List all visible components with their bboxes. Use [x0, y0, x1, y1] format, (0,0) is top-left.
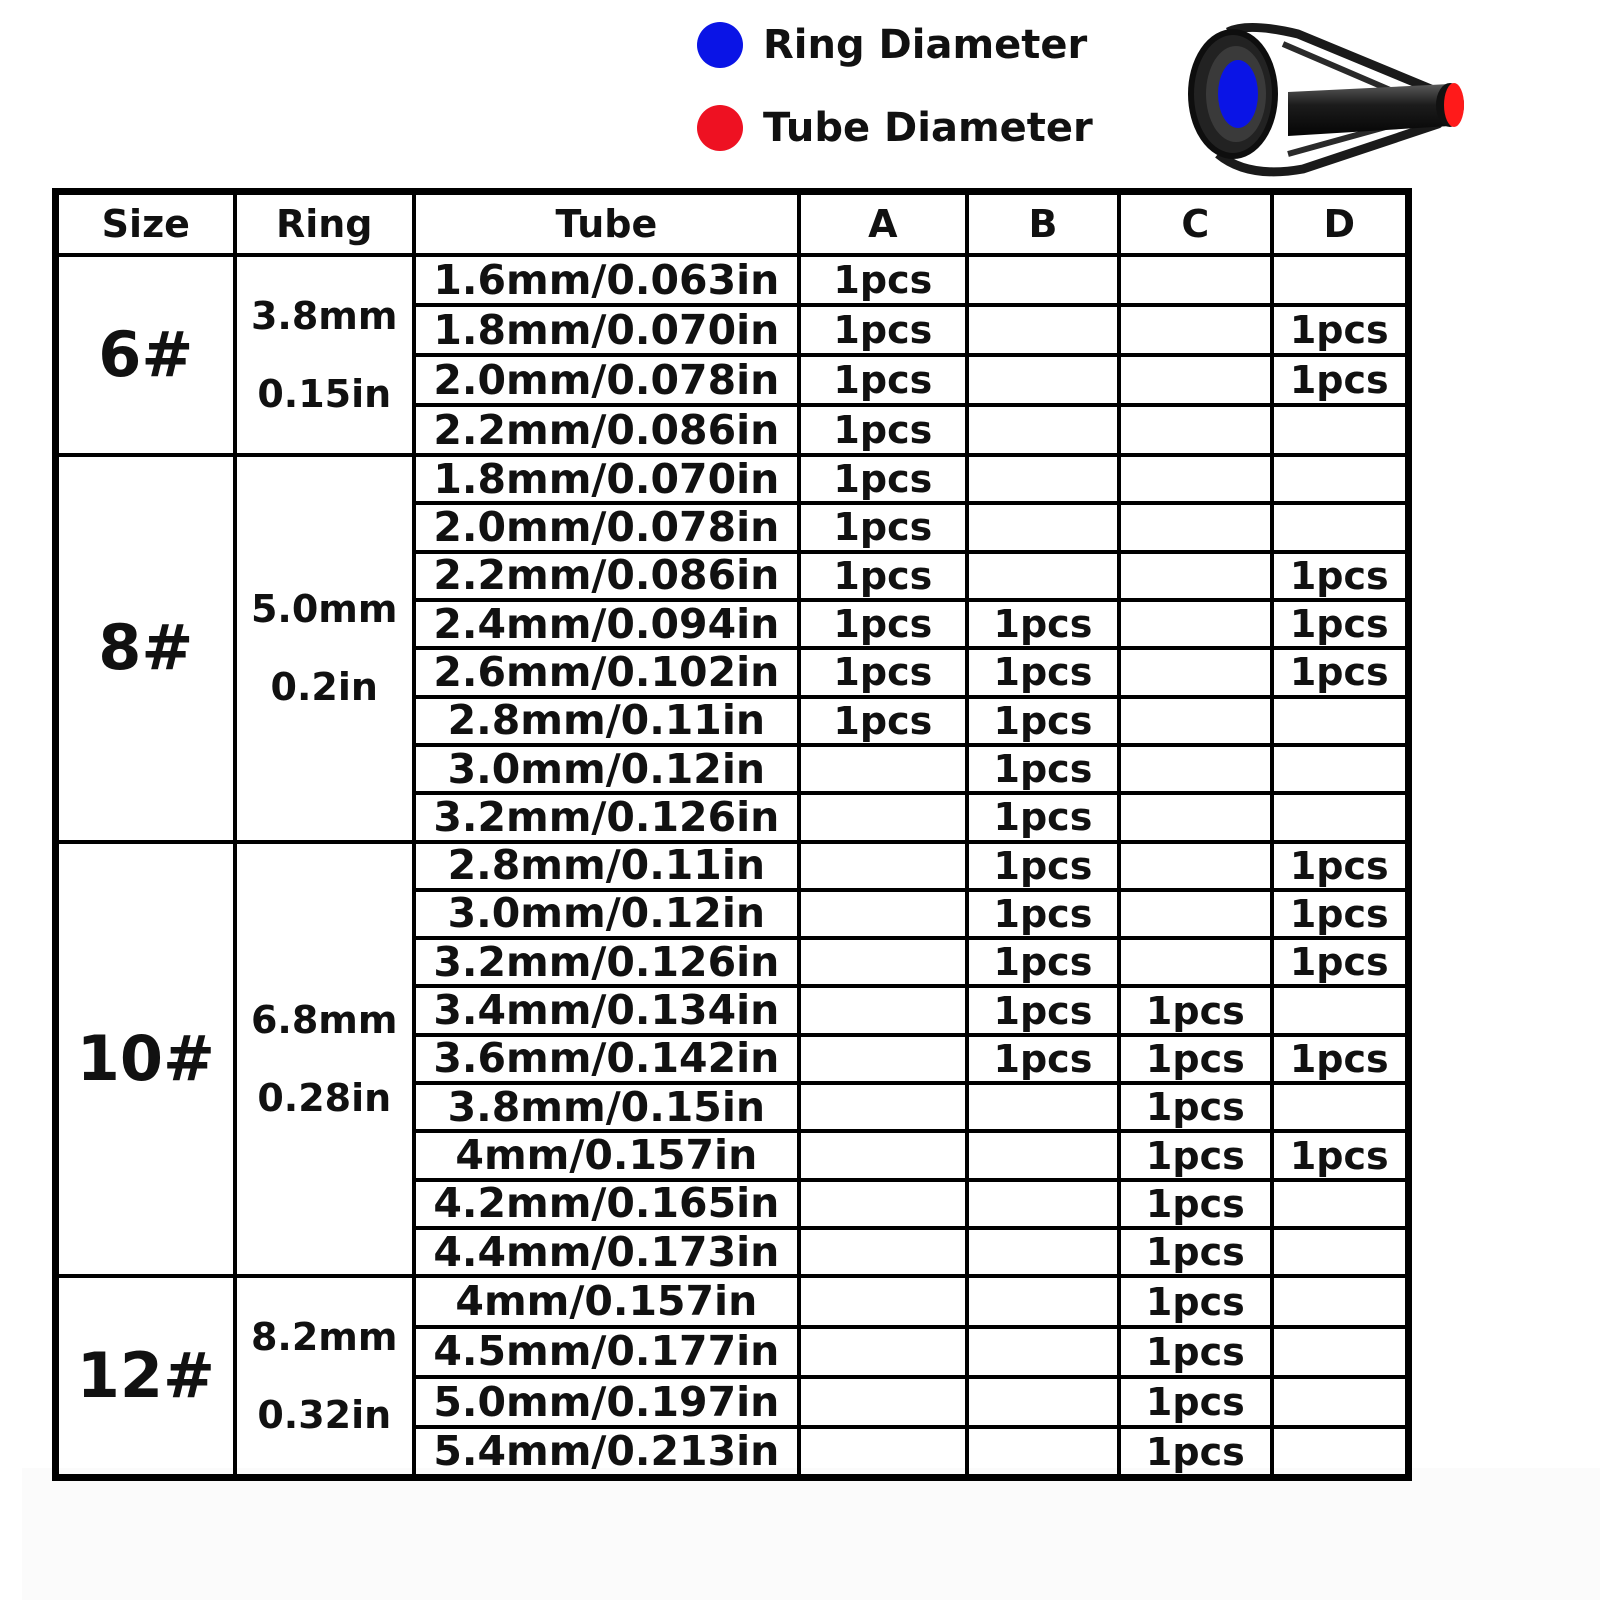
tube-cell: 2.0mm/0.078in: [414, 355, 799, 405]
qty-cell-a: [799, 793, 967, 841]
table-row: [56, 455, 1409, 503]
qty-cell-c: [1119, 600, 1271, 648]
ring-cell: [235, 455, 414, 842]
header-c: C: [1119, 192, 1271, 256]
qty-cell-a: [799, 1427, 967, 1477]
qty-cell-d: [1272, 1276, 1409, 1326]
legend-tube-diameter: [697, 105, 1093, 151]
qty-cell-b: [967, 552, 1119, 600]
qty-cell-d: [1272, 455, 1409, 503]
qty-cell-b: [967, 355, 1119, 405]
qty-cell-c: 1pcs: [1119, 1427, 1271, 1477]
ring-mm-value: 6.8mm: [250, 997, 398, 1042]
tube-cell: 2.2mm/0.086in: [414, 552, 799, 600]
qty-cell-c: [1119, 305, 1271, 355]
qty-cell-b: [967, 1228, 1119, 1276]
qty-cell-b: 1pcs: [967, 745, 1119, 793]
qty-cell-b: 1pcs: [967, 842, 1119, 890]
table-body: [56, 255, 1409, 1478]
qty-cell-d: 1pcs: [1272, 938, 1409, 986]
qty-cell-c: [1119, 842, 1271, 890]
qty-cell-c: 1pcs: [1119, 1180, 1271, 1228]
qty-cell-a: [799, 1276, 967, 1326]
tube-cell: 3.2mm/0.126in: [414, 793, 799, 841]
tube-cell: 1.8mm/0.070in: [414, 455, 799, 503]
qty-cell-a: 1pcs: [799, 503, 967, 551]
tube-cell: 2.0mm/0.078in: [414, 503, 799, 551]
qty-cell-d: [1272, 405, 1409, 455]
tube-cell: 4.2mm/0.165in: [414, 1180, 799, 1228]
tube-cell: 2.6mm/0.102in: [414, 648, 799, 696]
qty-cell-d: [1272, 255, 1409, 305]
qty-cell-d: [1272, 986, 1409, 1034]
qty-cell-c: [1119, 355, 1271, 405]
tube-cell: 1.8mm/0.070in: [414, 305, 799, 355]
qty-cell-b: 1pcs: [967, 1035, 1119, 1083]
size-cell: 6#: [56, 255, 235, 455]
qty-cell-d: [1272, 745, 1409, 793]
qty-cell-b: [967, 1377, 1119, 1427]
qty-cell-a: [799, 1377, 967, 1427]
header-a: A: [799, 192, 967, 256]
size-cell: 10#: [56, 842, 235, 1277]
qty-cell-c: [1119, 455, 1271, 503]
qty-cell-b: 1pcs: [967, 986, 1119, 1034]
qty-cell-c: 1pcs: [1119, 1131, 1271, 1179]
qty-cell-c: [1119, 938, 1271, 986]
qty-cell-b: [967, 1131, 1119, 1179]
qty-cell-b: 1pcs: [967, 793, 1119, 841]
size-cell: 12#: [56, 1276, 235, 1478]
qty-cell-a: [799, 1131, 967, 1179]
size-cell: 8#: [56, 455, 235, 842]
qty-cell-b: [967, 503, 1119, 551]
table-row: [56, 1276, 1409, 1326]
ring-mm-value: 3.8mm: [250, 294, 398, 338]
tube-cell: 4mm/0.157in: [414, 1276, 799, 1326]
qty-cell-a: 1pcs: [799, 405, 967, 455]
tube-cell: 4.5mm/0.177in: [414, 1327, 799, 1377]
qty-cell-d: 1pcs: [1272, 890, 1409, 938]
legend-tube-label: Tube Diameter: [763, 105, 1093, 151]
ring-cell: [235, 1276, 414, 1478]
qty-cell-b: 1pcs: [967, 648, 1119, 696]
header-ring: Ring: [235, 192, 414, 256]
tube-cell: 3.6mm/0.142in: [414, 1035, 799, 1083]
qty-cell-d: [1272, 1377, 1409, 1427]
qty-cell-a: [799, 1327, 967, 1377]
qty-cell-b: 1pcs: [967, 600, 1119, 648]
qty-cell-c: 1pcs: [1119, 1327, 1271, 1377]
qty-cell-b: [967, 405, 1119, 455]
ring-in-value: 0.32in: [257, 1393, 392, 1438]
qty-cell-b: [967, 305, 1119, 355]
qty-cell-d: [1272, 697, 1409, 745]
ring-mm-value: 8.2mm: [250, 1315, 398, 1360]
qty-cell-a: 1pcs: [799, 697, 967, 745]
table-row: [56, 255, 1409, 305]
ring-in-value: 0.2in: [270, 665, 378, 710]
qty-cell-d: 1pcs: [1272, 305, 1409, 355]
legend-ring-diameter: [697, 22, 1087, 68]
tube-cell: 1.6mm/0.063in: [414, 255, 799, 305]
qty-cell-c: 1pcs: [1119, 1276, 1271, 1326]
qty-cell-c: 1pcs: [1119, 1228, 1271, 1276]
qty-cell-b: [967, 455, 1119, 503]
qty-cell-a: 1pcs: [799, 305, 967, 355]
qty-cell-b: 1pcs: [967, 938, 1119, 986]
qty-cell-a: [799, 986, 967, 1034]
qty-cell-c: [1119, 890, 1271, 938]
qty-cell-a: 1pcs: [799, 355, 967, 405]
bottom-margin: [22, 1468, 1600, 1600]
rod-tip-guide-image: [1188, 14, 1518, 184]
ring-in-value: 0.15in: [257, 372, 392, 416]
qty-cell-d: [1272, 1228, 1409, 1276]
header-d: D: [1272, 192, 1409, 256]
tube-cell: 2.8mm/0.11in: [414, 842, 799, 890]
qty-cell-c: [1119, 648, 1271, 696]
qty-cell-d: [1272, 1180, 1409, 1228]
qty-cell-a: 1pcs: [799, 552, 967, 600]
qty-cell-c: [1119, 552, 1271, 600]
ring-cell: [235, 842, 414, 1277]
tube-cell: 2.2mm/0.086in: [414, 405, 799, 455]
blue-dot-icon: [697, 22, 743, 68]
qty-cell-a: [799, 1180, 967, 1228]
qty-cell-c: [1119, 793, 1271, 841]
qty-cell-c: 1pcs: [1119, 1377, 1271, 1427]
qty-cell-b: [967, 255, 1119, 305]
qty-cell-a: [799, 938, 967, 986]
qty-cell-d: 1pcs: [1272, 648, 1409, 696]
qty-cell-d: [1272, 793, 1409, 841]
qty-cell-a: [799, 745, 967, 793]
header-size: Size: [56, 192, 235, 256]
tube-cell: 3.0mm/0.12in: [414, 745, 799, 793]
qty-cell-c: [1119, 255, 1271, 305]
tube-cell: 3.0mm/0.12in: [414, 890, 799, 938]
qty-cell-a: [799, 842, 967, 890]
qty-cell-d: 1pcs: [1272, 842, 1409, 890]
qty-cell-c: [1119, 697, 1271, 745]
qty-cell-c: [1119, 745, 1271, 793]
qty-cell-a: 1pcs: [799, 648, 967, 696]
qty-cell-a: 1pcs: [799, 600, 967, 648]
qty-cell-a: [799, 1228, 967, 1276]
ring-mm-value: 5.0mm: [250, 587, 398, 632]
ring-cell: [235, 255, 414, 455]
qty-cell-d: 1pcs: [1272, 1131, 1409, 1179]
header-b: B: [967, 192, 1119, 256]
tube-cell: 3.2mm/0.126in: [414, 938, 799, 986]
qty-cell-d: [1272, 503, 1409, 551]
qty-cell-b: 1pcs: [967, 697, 1119, 745]
tube-cell: 5.0mm/0.197in: [414, 1377, 799, 1427]
tube-cell: 3.4mm/0.134in: [414, 986, 799, 1034]
qty-cell-c: 1pcs: [1119, 1035, 1271, 1083]
tube-cell: 3.8mm/0.15in: [414, 1083, 799, 1131]
tube-cell: 4.4mm/0.173in: [414, 1228, 799, 1276]
qty-cell-d: [1272, 1327, 1409, 1377]
qty-cell-a: [799, 890, 967, 938]
qty-cell-b: [967, 1180, 1119, 1228]
qty-cell-d: 1pcs: [1272, 1035, 1409, 1083]
qty-cell-a: 1pcs: [799, 455, 967, 503]
qty-cell-d: 1pcs: [1272, 355, 1409, 405]
qty-cell-a: [799, 1035, 967, 1083]
qty-cell-c: [1119, 405, 1271, 455]
ring-in-value: 0.28in: [257, 1075, 392, 1120]
table-header-row: [56, 192, 1409, 256]
qty-cell-b: [967, 1327, 1119, 1377]
qty-cell-d: 1pcs: [1272, 552, 1409, 600]
tube-cell: 2.8mm/0.11in: [414, 697, 799, 745]
qty-cell-c: [1119, 503, 1271, 551]
qty-cell-a: [799, 1083, 967, 1131]
qty-cell-a: 1pcs: [799, 255, 967, 305]
qty-cell-d: 1pcs: [1272, 600, 1409, 648]
tube-cell: 4mm/0.157in: [414, 1131, 799, 1179]
tube-cell: 2.4mm/0.094in: [414, 600, 799, 648]
red-dot-icon: [697, 105, 743, 151]
legend-ring-label: Ring Diameter: [763, 22, 1088, 68]
tube-cell: 5.4mm/0.213in: [414, 1427, 799, 1477]
qty-cell-c: 1pcs: [1119, 986, 1271, 1034]
qty-cell-c: 1pcs: [1119, 1083, 1271, 1131]
table-row: [56, 842, 1409, 890]
qty-cell-b: [967, 1276, 1119, 1326]
qty-cell-b: 1pcs: [967, 890, 1119, 938]
header-tube: Tube: [414, 192, 799, 256]
qty-cell-d: [1272, 1083, 1409, 1131]
qty-cell-b: [967, 1083, 1119, 1131]
qty-cell-b: [967, 1427, 1119, 1477]
qty-cell-d: [1272, 1427, 1409, 1477]
size-specification-table: [52, 188, 1412, 1481]
